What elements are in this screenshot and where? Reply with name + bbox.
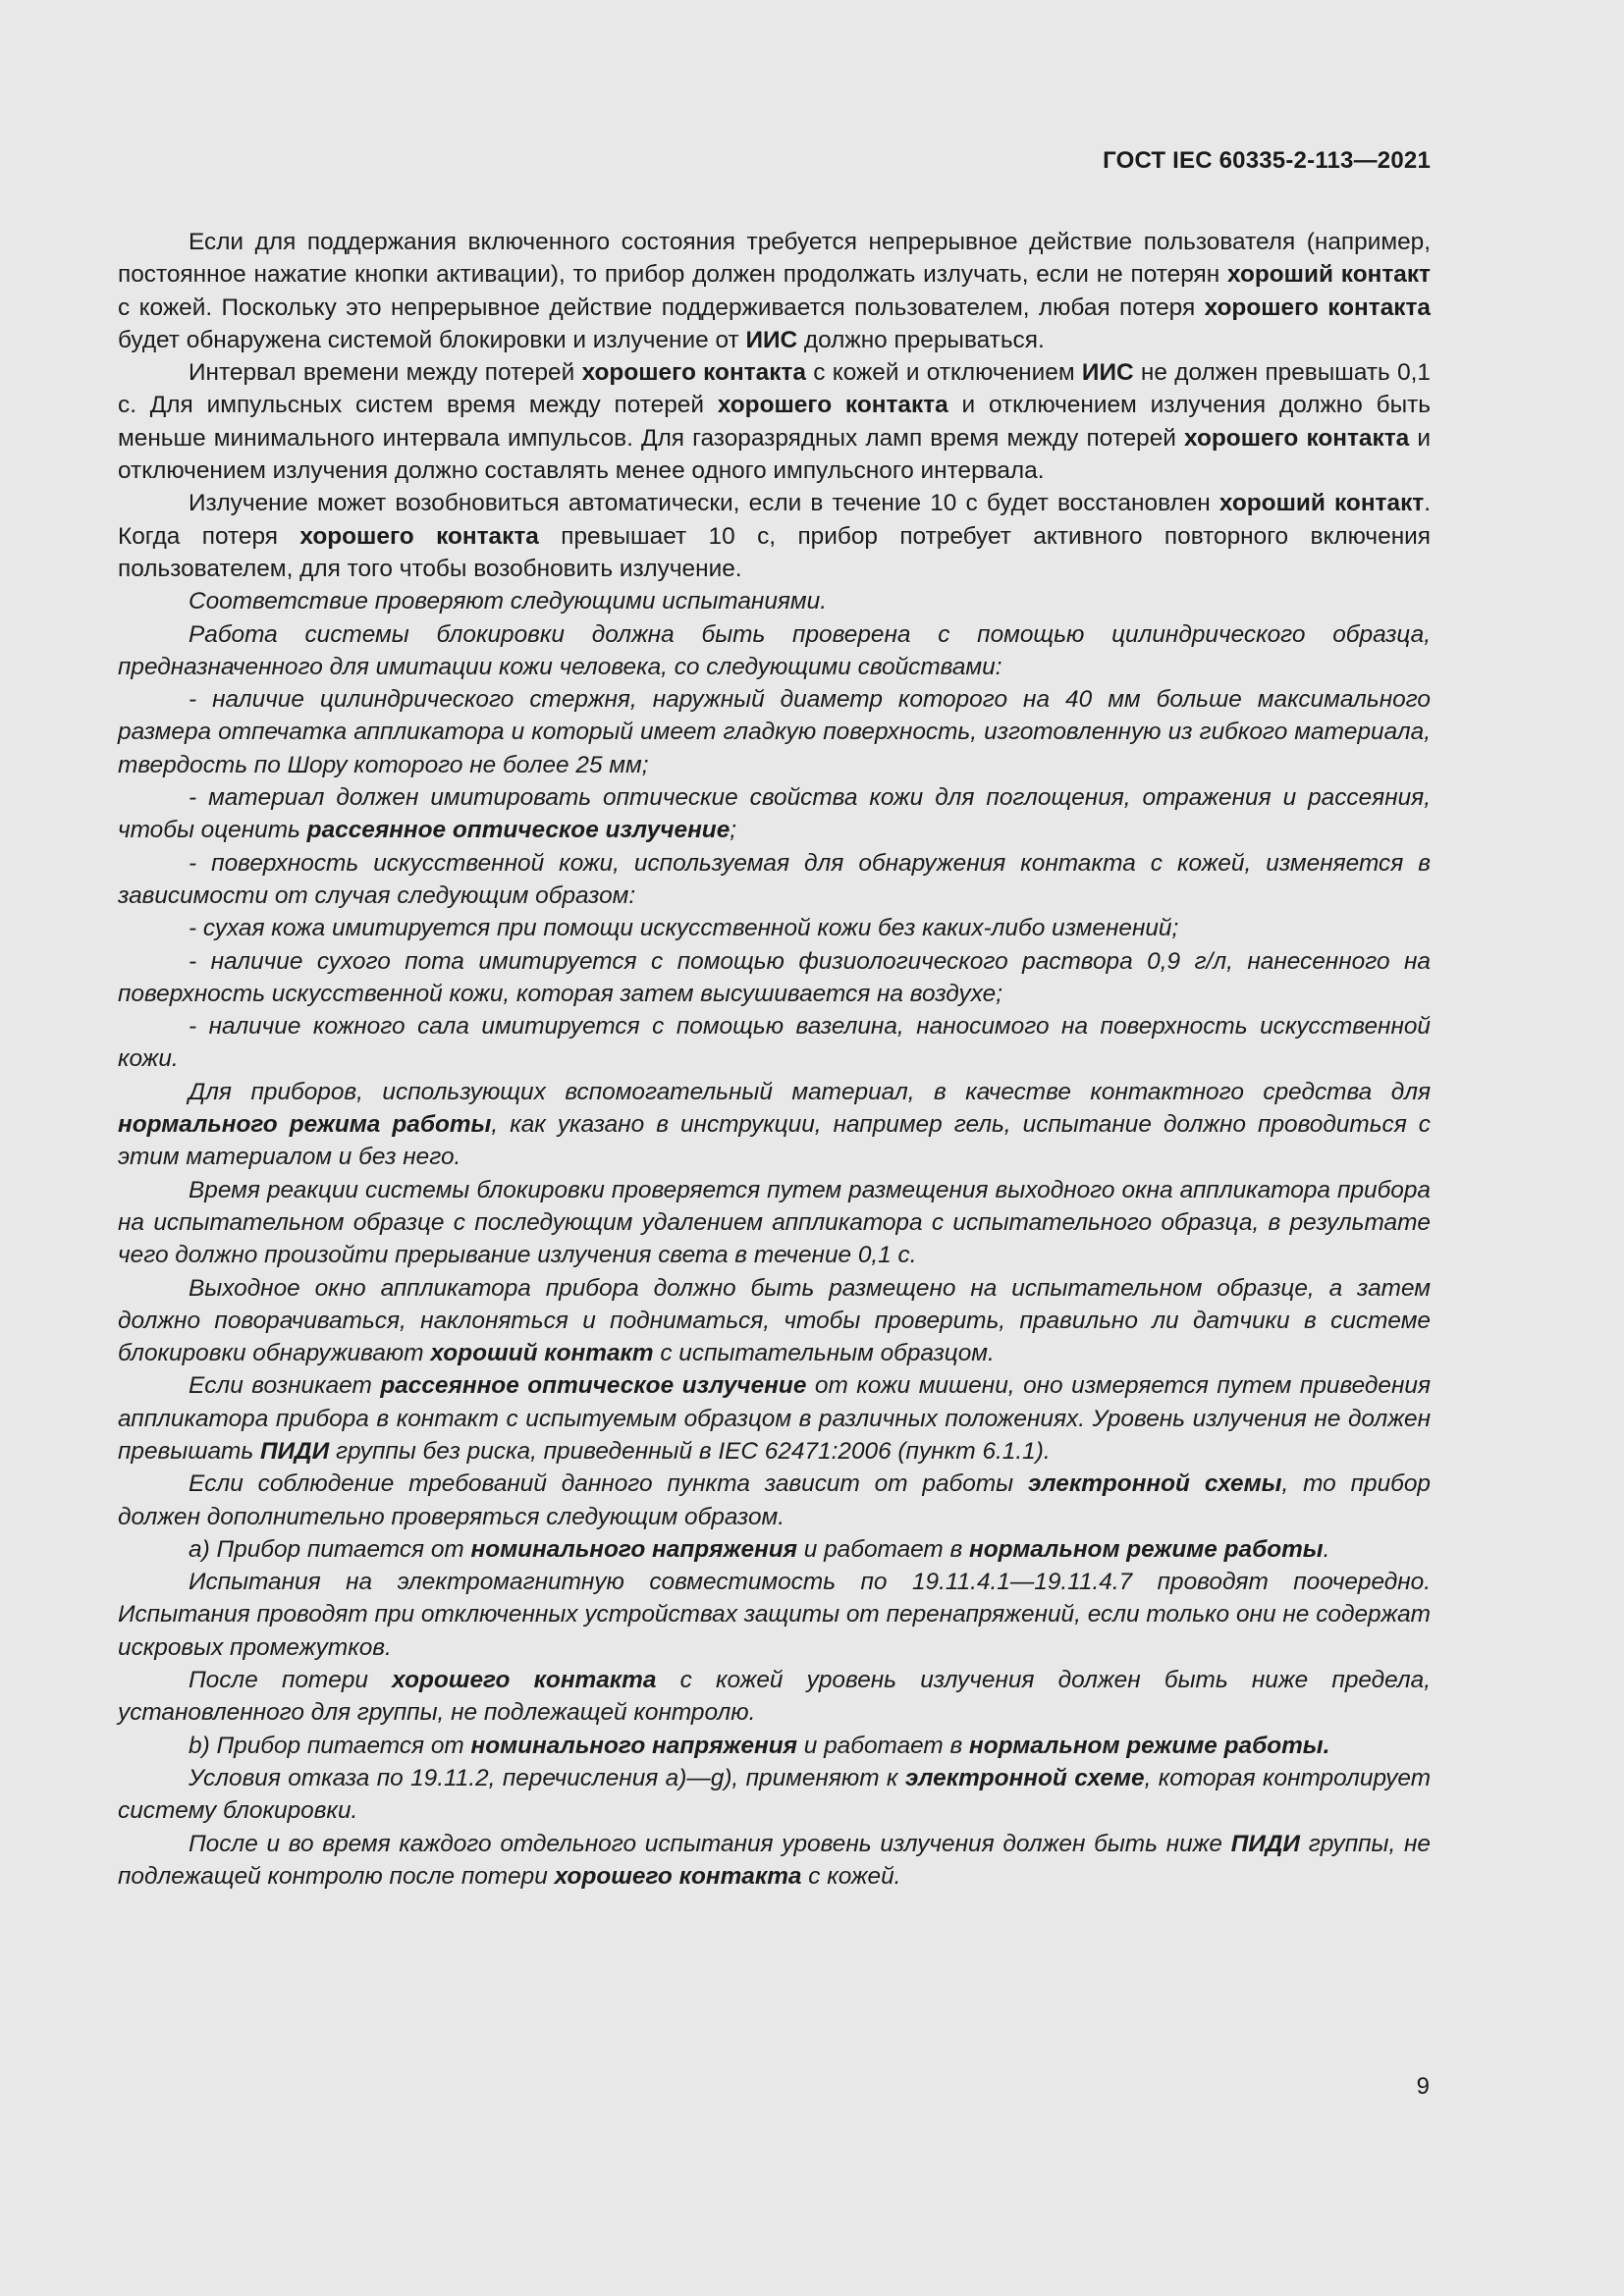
bold-term: нормальном режиме работы	[969, 1535, 1324, 1563]
bold-term: хорошего контакта	[1184, 424, 1410, 452]
bold-term: хорошего контакта	[717, 392, 948, 419]
text-run: , которая контролирует систему блокировки.	[118, 1764, 1432, 1825]
bold-term: хорошего контакта	[1204, 294, 1431, 321]
paragraph	[118, 1664, 1431, 1730]
text-run: b) Прибор питается от	[189, 1732, 471, 1759]
text-run: группы, не подлежащей контролю после потери	[118, 1830, 1431, 1890]
paragraph	[118, 356, 1431, 487]
text-run: не должен превышать 0,1 с. Для импульсных систем время между потерей	[118, 359, 1431, 419]
bold-term: нормальном режиме работы.	[969, 1732, 1330, 1759]
bold-term: ПИДИ	[259, 1437, 330, 1465]
text-run: Если для поддержания включенного состояния требуется непрерывное действие пользователя (например, постоянное нажатие кнопки активации), то прибор должен продолжать излучать, если не потерян	[118, 229, 1431, 289]
text-run: - материал должен имитировать оптические свойства кожи для поглощения, отражения и рассеяния, чтобы оценить	[118, 784, 1431, 844]
bold-term: хороший контакт	[1227, 261, 1431, 289]
text-run: Излучение может возобновиться автоматически, если в течение 10 с будет восстановлен	[189, 490, 1219, 517]
text-run: Соответствие проверяют следующими испытаниями.	[189, 588, 827, 615]
text-run: ;	[730, 817, 737, 844]
text-run: - сухая кожа имитируется при помощи искусственной кожи без каких-либо изменений;	[189, 915, 1179, 942]
bold-term: хороший контакт	[1218, 490, 1425, 517]
text-run: Если возникает	[189, 1372, 381, 1400]
text-run: с кожей уровень излучения должен быть ниже предела, установленного для группы, не подлежащей контролю.	[118, 1667, 1432, 1727]
text-run: с кожей.	[801, 1862, 901, 1890]
bold-term: электронной схемы	[1027, 1470, 1282, 1498]
text-run: будет обнаружена системой блокировки и излучение от	[118, 326, 746, 353]
paragraph	[118, 945, 1431, 1011]
paragraph	[118, 683, 1431, 781]
text-run: Испытания на электромагнитную совместимость по 19.11.4.1—19.11.4.7 проводят поочередно. Испытания проводят при отключенных устройствах защиты от перенапряжений, если только они не содержат искровых промежутков.	[118, 1569, 1431, 1661]
paragraph	[118, 487, 1431, 585]
text-run: должно прерываться.	[797, 326, 1045, 353]
paragraph	[118, 226, 1431, 356]
bold-term: номинального напряжения	[470, 1732, 797, 1759]
bold-term: электронной схеме	[904, 1764, 1145, 1791]
paragraph	[118, 1468, 1431, 1533]
paragraph	[118, 1369, 1431, 1468]
paragraph	[118, 1076, 1431, 1174]
body-text	[118, 226, 1431, 1893]
text-run: с испытательным образцом.	[653, 1340, 995, 1367]
text-run: - наличие цилиндрического стержня, наружный диаметр которого на 40 мм больше максимального размера отпечатка аппликатора и который имеет гладкую поверхность, изготовленную из гибкого материала, твердость по Шору которого не более 25 мм;	[118, 686, 1431, 778]
text-run: , как указано в инструкции, например гель, испытание должно проводиться с этим материалом и без него.	[118, 1111, 1431, 1171]
bold-term: хорошего контакта	[581, 359, 806, 387]
bold-term: рассеянное оптическое излучение	[306, 817, 731, 844]
text-run: Для приборов, использующих вспомогательный материал, в качестве контактного средства для	[189, 1078, 1431, 1105]
text-run: превышает 10 с, прибор потребует активного повторного включения пользователем, для того чтобы возобновить излучение.	[118, 522, 1431, 582]
text-run: группы без риска, приведенный в IEC 62471:2006 (пункт 6.1.1).	[329, 1437, 1051, 1465]
page-number: 9	[1416, 2073, 1430, 2100]
bold-term: хорошего контакта	[392, 1667, 657, 1694]
text-run: от кожи мишени, оно измеряется путем приведения аппликатора прибора в контакт с испытуемым образцом в различных положениях. Уровень излучения не должен превышать	[118, 1372, 1431, 1465]
paragraph	[118, 912, 1431, 944]
text-run: , то прибор должен дополнительно проверяться следующим образом.	[118, 1470, 1432, 1530]
bold-term: ПИДИ	[1230, 1830, 1300, 1857]
paragraph	[118, 618, 1431, 684]
bold-term: рассеянное оптическое излучение	[380, 1372, 807, 1400]
paragraph	[118, 1828, 1431, 1894]
text-run: с кожей и отключением	[805, 359, 1082, 387]
text-run: После и во время каждого отдельного испытания уровень излучения должен быть ниже	[189, 1830, 1231, 1857]
paragraph	[118, 847, 1431, 913]
text-run: .	[1323, 1535, 1330, 1563]
bold-term: нормального режима работы	[118, 1111, 492, 1139]
text-run: и работает в	[797, 1732, 970, 1759]
bold-term: ИИС	[1081, 359, 1134, 387]
text-run: и работает в	[797, 1535, 970, 1563]
paragraph	[118, 1272, 1431, 1370]
paragraph	[118, 781, 1431, 847]
text-run: Выходное окно аппликатора прибора должно быть размещено на испытательном образце, а затем должно поворачиваться, наклоняться и подниматься, чтобы проверить, правильно ли датчики в системе блокировки обнаруживают	[118, 1274, 1431, 1367]
text-run: и отключением излучения должно быть меньше минимального интервала импульсов. Для газоразрядных ламп время между потерей	[118, 392, 1431, 452]
text-run: Работа системы блокировки должна быть проверена с помощью цилиндрического образца, предназначенного для имитации кожи человека, со следующими свойствами:	[118, 620, 1431, 680]
paragraph	[118, 1533, 1431, 1566]
bold-term: хорошего контакта	[299, 522, 539, 550]
text-run: - поверхность искусственной кожи, используемая для обнаружения контакта с кожей, изменяется в зависимости от случая следующим образом:	[118, 849, 1431, 909]
bold-term: номинального напряжения	[470, 1535, 797, 1563]
text-run: Время реакции системы блокировки проверяется путем размещения выходного окна аппликатора прибора на испытательном образце с последующим удалением аппликатора с испытательного образца, в результате чего должно произойти прерывание излучения света в течение 0,1 с.	[118, 1176, 1431, 1269]
text-run: . Когда потеря	[118, 490, 1432, 550]
paragraph	[118, 585, 1431, 617]
text-run: Условия отказа по 19.11.2, перечисления a)—g), применяют к	[189, 1764, 905, 1791]
paragraph	[118, 1174, 1431, 1272]
paragraph	[118, 1566, 1431, 1664]
text-run: a) Прибор питается от	[189, 1535, 471, 1563]
text-run: с кожей. Поскольку это непрерывное действие поддерживается пользователем, любая потеря	[118, 294, 1205, 321]
document-code-header: ГОСТ IEC 60335-2-113—2021	[1103, 147, 1431, 174]
bold-term: хорошего контакта	[554, 1862, 802, 1890]
text-run: - наличие сухого пота имитируется с помощью физиологического раствора 0,9 г/л, нанесенного на поверхность искусственной кожи, которая затем высушивается на воздухе;	[118, 947, 1431, 1007]
paragraph	[118, 1762, 1431, 1828]
text-run: и отключением излучения должно составлять менее одного импульсного интервала.	[118, 424, 1431, 485]
bold-term: ИИС	[745, 326, 798, 353]
paragraph	[118, 1010, 1431, 1076]
bold-term: хороший контакт	[430, 1340, 654, 1367]
paragraph	[118, 1730, 1431, 1762]
text-run: Интервал времени между потерей	[189, 359, 582, 387]
text-run: После потери	[189, 1667, 393, 1694]
text-run: - наличие кожного сала имитируется с помощью вазелина, наносимого на поверхность искусственной кожи.	[118, 1013, 1431, 1073]
text-run: Если соблюдение требований данного пункта зависит от работы	[189, 1470, 1028, 1498]
